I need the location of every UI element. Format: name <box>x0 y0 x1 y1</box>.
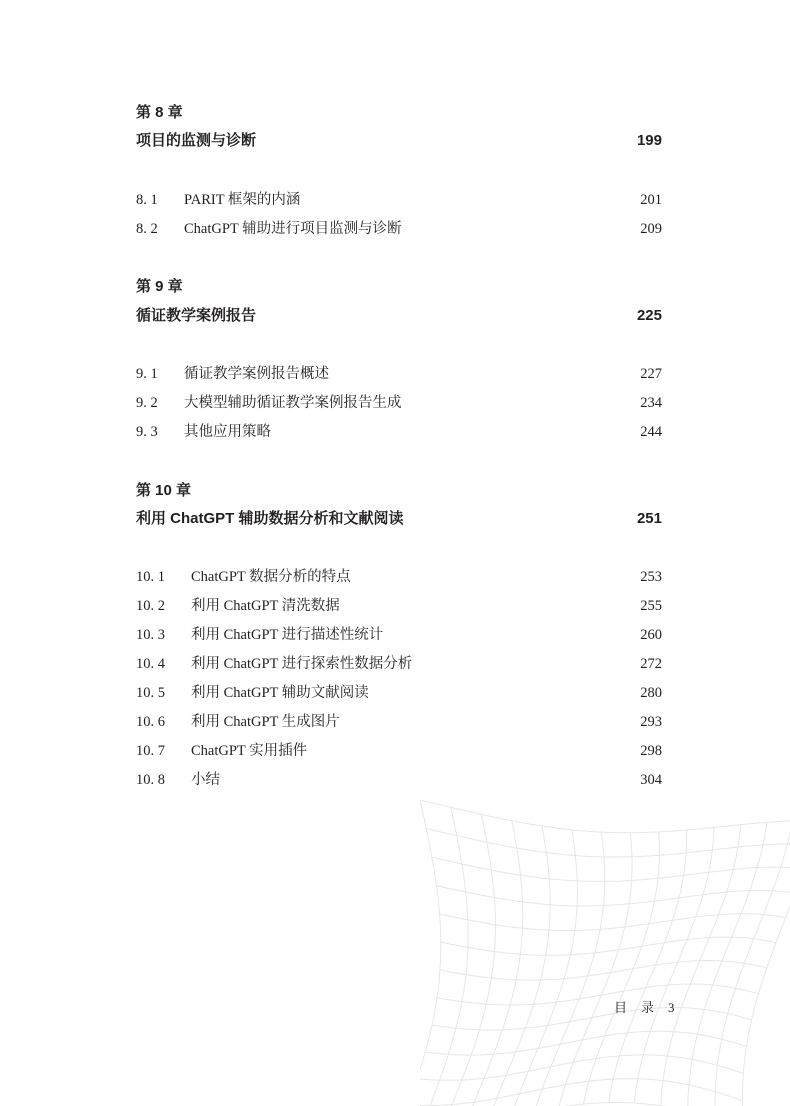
grid-line-vertical <box>465 821 523 1106</box>
page-number: 209 <box>640 221 662 237</box>
page-number: 272 <box>640 656 662 672</box>
grid-line-horizontal <box>437 984 758 1005</box>
page-footer <box>614 997 689 1019</box>
section-title: ChatGPT 数据分析的特点 <box>191 569 351 585</box>
grid-line-horizontal <box>432 857 790 881</box>
grid-line-vertical <box>420 800 441 1106</box>
grid-line-horizontal <box>440 914 786 931</box>
toc-section-entry[interactable] <box>136 566 662 588</box>
section-number: 9. 2 <box>136 395 158 411</box>
page-number: 234 <box>640 395 662 411</box>
page-number: 251 <box>636 510 662 527</box>
toc-section-entry[interactable] <box>136 682 662 704</box>
grid-line-horizontal <box>420 1055 743 1080</box>
toc-section-entry[interactable] <box>136 769 662 791</box>
page-number: 304 <box>640 772 662 788</box>
grid-line-vertical <box>715 821 790 1106</box>
section-title: 利用 ChatGPT 生成图片 <box>191 714 340 730</box>
section-number: 10. 1 <box>136 569 165 585</box>
section-number: 10. 5 <box>136 685 165 701</box>
section-title: 循证教学案例报告概述 <box>184 366 329 382</box>
section-number: 10. 4 <box>136 656 165 672</box>
grid-line-vertical <box>511 830 577 1106</box>
grid-line-horizontal <box>426 829 790 857</box>
toc-section-entry[interactable] <box>136 740 662 762</box>
toc-chapter-entry[interactable] <box>136 508 662 530</box>
toc-section-entry[interactable] <box>136 421 662 443</box>
toc-chapter-entry[interactable] <box>136 130 662 152</box>
grid-line-horizontal <box>437 886 790 906</box>
section-number: 9. 3 <box>136 424 158 440</box>
section-number: 8. 2 <box>136 221 158 237</box>
chapter-title: 循证教学案例报告 <box>136 307 257 324</box>
section-title: 大模型辅助循证教学案例报告生成 <box>184 395 402 411</box>
toc-section-entry[interactable] <box>136 218 662 240</box>
page-number: 225 <box>636 307 662 324</box>
page-number: 201 <box>640 192 662 208</box>
toc-section-entry[interactable] <box>136 189 662 211</box>
grid-line-vertical <box>584 832 660 1104</box>
section-number: 10. 3 <box>136 627 165 643</box>
section-title: 利用 ChatGPT 进行描述性统计 <box>191 627 384 643</box>
page-number: 199 <box>636 132 662 149</box>
grid-line-vertical <box>661 825 741 1106</box>
grid-line-horizontal <box>420 1079 742 1106</box>
grid-line-horizontal <box>420 800 790 833</box>
toc-section-entry[interactable] <box>136 392 662 414</box>
grid-line-horizontal <box>440 961 767 981</box>
chapter-label: 第 10 章 <box>136 482 192 499</box>
grid-line-horizontal <box>425 1031 746 1055</box>
grid-line-vertical <box>688 822 767 1106</box>
section-title: ChatGPT 实用插件 <box>191 743 308 759</box>
footer-label: 录 <box>641 1000 655 1015</box>
page-number: 260 <box>640 627 662 643</box>
chapter-title: 项目的监测与诊断 <box>136 132 257 149</box>
section-number: 10. 8 <box>136 772 165 788</box>
footer-label: 目 <box>614 1000 628 1015</box>
section-number: 10. 7 <box>136 743 165 759</box>
footer-page-number: 3 <box>668 1000 675 1015</box>
section-title: 利用 ChatGPT 清洗数据 <box>191 598 340 614</box>
section-title: PARIT 框架的内涵 <box>184 192 301 208</box>
page-number: 244 <box>640 424 662 440</box>
grid-line-vertical <box>443 814 496 1106</box>
grid-line-vertical <box>420 807 468 1106</box>
chapter-label: 第 9 章 <box>136 278 183 295</box>
section-number: 8. 1 <box>136 192 158 208</box>
page-number: 298 <box>640 743 662 759</box>
chapter-title: 利用 ChatGPT 辅助数据分析和文献阅读 <box>136 510 404 527</box>
toc-chapter-entry[interactable] <box>136 305 662 327</box>
page-number: 253 <box>640 569 662 585</box>
page-number: 280 <box>640 685 662 701</box>
chapter-label: 第 8 章 <box>136 104 183 121</box>
section-number: 9. 1 <box>136 366 158 382</box>
toc-section-entry[interactable] <box>136 711 662 733</box>
page-number: 255 <box>640 598 662 614</box>
grid-line-vertical <box>742 821 790 1106</box>
grid-line-vertical <box>559 833 632 1106</box>
toc-section-entry[interactable] <box>136 363 662 385</box>
section-title: 利用 ChatGPT 辅助文献阅读 <box>191 685 369 701</box>
decorative-wave-grid <box>420 800 790 1106</box>
page-number: 227 <box>640 366 662 382</box>
section-title: 小结 <box>191 772 220 788</box>
toc-section-entry[interactable] <box>136 653 662 675</box>
page-number: 293 <box>640 714 662 730</box>
section-number: 10. 6 <box>136 714 165 730</box>
section-title: 其他应用策略 <box>184 424 271 440</box>
toc-section-entry[interactable] <box>136 595 662 617</box>
toc-section-entry[interactable] <box>136 624 662 646</box>
section-title: ChatGPT 辅助进行项目监测与诊断 <box>184 221 402 237</box>
section-title: 利用 ChatGPT 进行探索性数据分析 <box>191 656 413 672</box>
section-number: 10. 2 <box>136 598 165 614</box>
